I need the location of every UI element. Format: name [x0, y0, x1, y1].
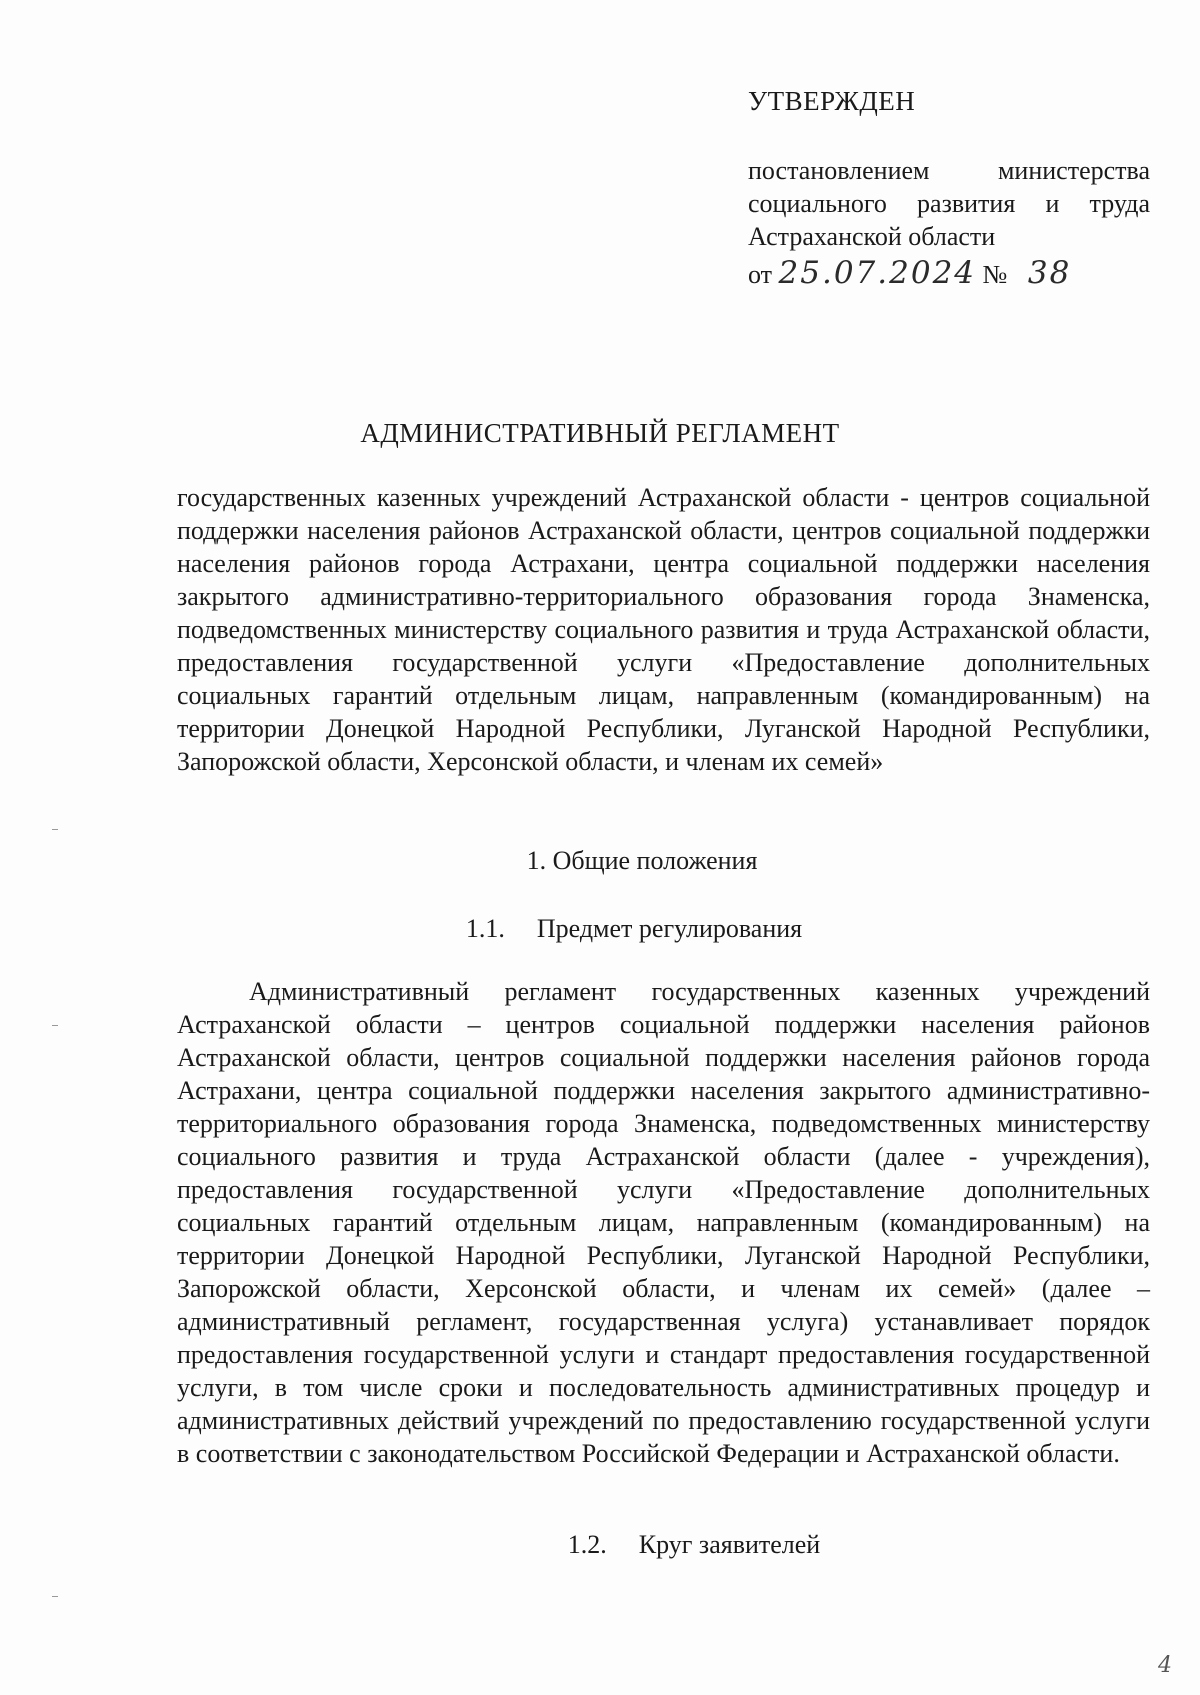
handwritten-number: 38 — [1027, 255, 1072, 291]
number-label: № — [982, 260, 1008, 289]
section-title: Предмет регулирования — [536, 914, 803, 943]
approved-heading: УТВЕРЖДЕН — [748, 86, 916, 116]
section-title: Круг заявителей — [638, 1530, 821, 1559]
section-number: 1.2. — [567, 1530, 607, 1559]
scan-mark — [52, 829, 58, 830]
approved-by-text: постановлением министерства социального развития и труда Астраханской области — [748, 156, 1150, 251]
date-prefix: от — [748, 260, 773, 289]
approval-date-line — [748, 255, 1071, 295]
scan-mark — [52, 1025, 58, 1026]
document-title: АДМИНИСТРАТИВНЫЙ РЕГЛАМЕНТ — [360, 418, 840, 448]
document-subtitle: государственных казенных учреждений Астраханской области - центров социальной поддержки населения районов Астраханской области, центров социальной поддержки населения районов города Астрахани, центра социальной поддержки населения закрытого административно-территориального образования города Знаменска, подведомственных министерству социального развития и труда Астраханской области, предоставления государственной услуги «Предоставление дополнительных социальных гарантий отдельным лицам, направленным (командированным) на территории Донецкой Народной Республики, Луганской Народной Республики, Запорожской области, Херсонской области, и членам их семей» — [177, 483, 1150, 776]
section-1-1-paragraph: Административный регламент государственных казенных учреждений Астраханской области – центров социальной поддержки населения районов Астраханской области, центров социальной поддержки населения районов города Астрахани, центра социальной поддержки населения закрытого административно-территориального образования города Знаменска, подведомственных министерству социального развития и труда Астраханской области (далее - учреждения), предоставления государственной услуги «Предоставление дополнительных социальных гарантий отдельным лицам, направленным (командированным) на территории Донецкой Народной Республики, Луганской Народной Республики, Запорожской области, Херсонской области, и членам их семей» (далее – административный регламент, государственная услуга) устанавливает порядок предоставления государственной услуги и стандарт предоставления государственной услуги, в том числе сроки и последовательность административных процедур и административных действий учреждений по предоставлению государственной услуги в соответствии с законодательством Российской Федерации и Астраханской области. — [177, 977, 1150, 1468]
section-heading-1: 1. Общие положения — [526, 846, 758, 875]
page-number: 4 — [1158, 1653, 1172, 1678]
approval-block — [748, 154, 1150, 253]
section-heading-1-1 — [34, 914, 1200, 944]
scan-mark — [52, 1596, 58, 1597]
section-number: 1.1. — [465, 914, 505, 943]
section-heading-1-2 — [94, 1530, 1200, 1560]
handwritten-date: 25.07.2024 — [778, 255, 977, 291]
